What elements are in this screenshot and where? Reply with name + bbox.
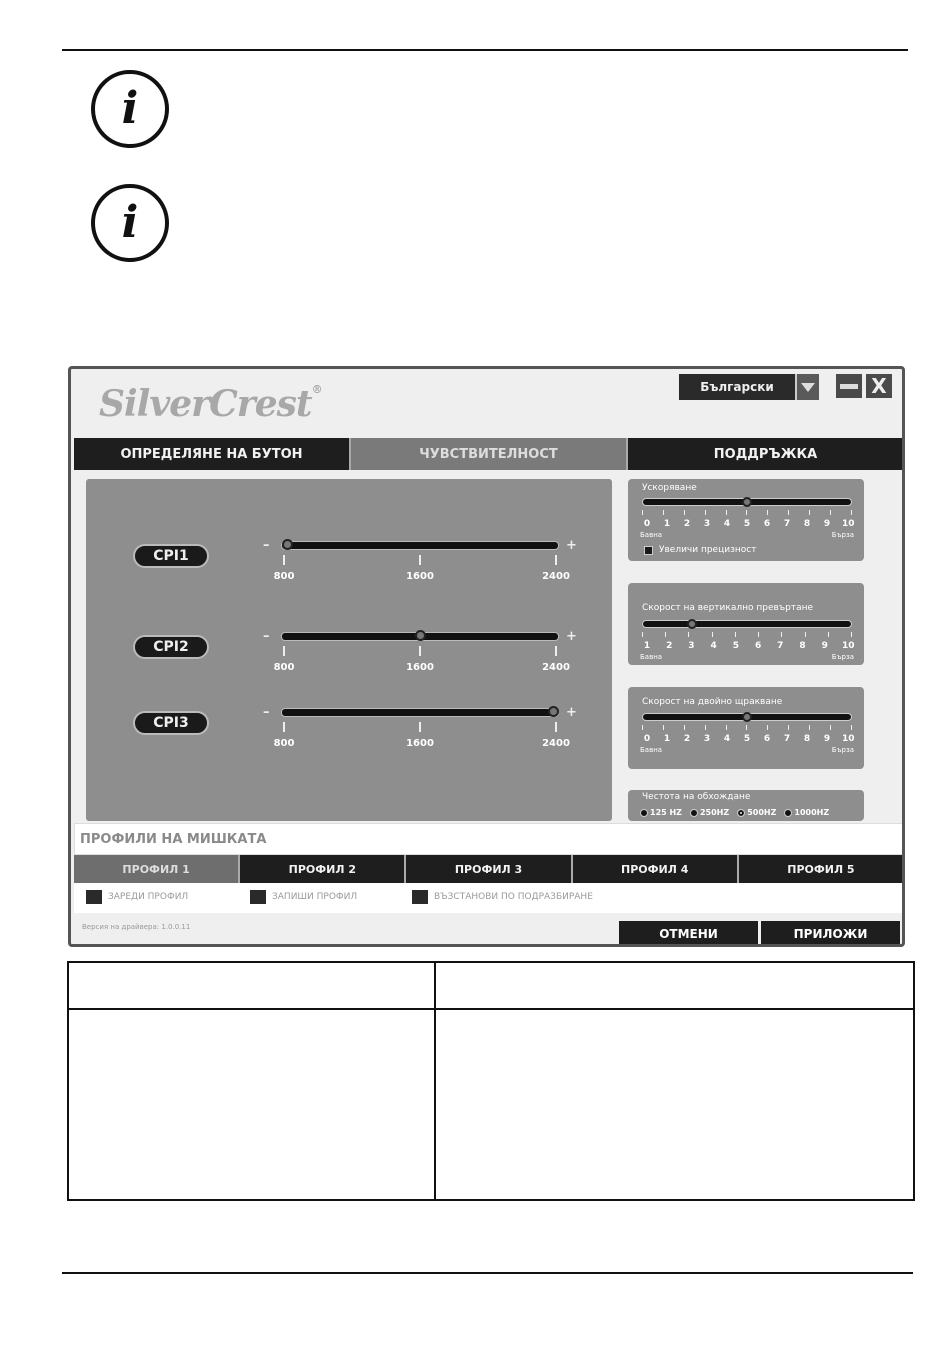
chevron-down-icon[interactable] xyxy=(795,374,819,400)
cpi-tick-mark xyxy=(419,555,421,565)
scale-tick xyxy=(642,725,643,730)
scale-label: 2 xyxy=(683,519,691,529)
table-column-divider xyxy=(434,963,436,1199)
scale-label: 2 xyxy=(666,641,673,651)
scale-tick xyxy=(688,632,689,637)
slider-thumb[interactable] xyxy=(742,497,752,507)
scale-label: 10 xyxy=(841,641,855,651)
cpi-tick-mark xyxy=(555,555,557,565)
polling-rate-radio[interactable] xyxy=(784,808,829,817)
slider-thumb[interactable] xyxy=(742,712,752,722)
scale-tick xyxy=(851,510,852,515)
cpi-tick-mark xyxy=(283,722,285,732)
slider-thumb[interactable] xyxy=(548,706,559,717)
scale-tick xyxy=(665,632,666,637)
acceleration-ticks xyxy=(642,510,852,515)
scale-tick xyxy=(828,632,829,637)
scale-label: 4 xyxy=(710,641,717,651)
scale-tick xyxy=(726,725,727,730)
table-row-divider xyxy=(69,1008,913,1010)
driver-version: Версия на драйвера: 1.0.0.11 xyxy=(82,923,191,931)
scale-tick xyxy=(851,632,852,637)
cpi3-label: CPI3 xyxy=(133,711,209,735)
cpi-tick-label: 800 xyxy=(273,571,295,582)
reset-icon xyxy=(412,890,428,904)
cpi-tick-label: 1600 xyxy=(406,571,434,582)
language-select[interactable] xyxy=(679,374,819,400)
reset-default-button[interactable]: ВЪЗСТАНОВИ ПО ПОДРАЗБИРАНЕ xyxy=(412,890,593,904)
cpi-tick-mark xyxy=(555,646,557,656)
cpi-panel xyxy=(86,479,612,821)
cpi-increase-button[interactable]: + xyxy=(566,629,577,644)
main-tabs xyxy=(74,438,903,470)
profile-actions xyxy=(74,883,903,913)
scale-label: 2 xyxy=(683,734,691,744)
slider-thumb[interactable] xyxy=(282,539,293,550)
driver-window xyxy=(68,366,905,947)
polling-rate-label: 500HZ xyxy=(747,808,777,817)
vertical-scroll-ticks xyxy=(642,632,852,637)
scale-label: 3 xyxy=(688,641,695,651)
scale-tick xyxy=(735,632,736,637)
cpi-tick-mark xyxy=(419,722,421,732)
slider-thumb[interactable] xyxy=(687,619,697,629)
cpi-decrease-button[interactable]: – xyxy=(263,538,270,553)
double-click-ticks xyxy=(642,725,852,730)
cpi-decrease-button[interactable]: – xyxy=(263,629,270,644)
load-profile-button[interactable]: ЗАРЕДИ ПРОФИЛ xyxy=(86,890,188,904)
double-click-slider[interactable] xyxy=(642,713,852,721)
info-icon: i xyxy=(91,184,169,262)
polling-rate-radio[interactable] xyxy=(737,808,776,817)
scale-tick xyxy=(663,725,664,730)
acceleration-title: Ускоряване xyxy=(642,483,697,493)
vertical-scroll-slider[interactable] xyxy=(642,620,852,628)
cpi-tick-mark xyxy=(419,646,421,656)
scale-label: 6 xyxy=(763,519,771,529)
acceleration-range-labels: Бавна Бърза xyxy=(640,531,854,539)
double-click-range-labels: Бавна Бърза xyxy=(640,746,854,754)
cpi-tick-label: 1600 xyxy=(406,662,434,673)
folder-icon xyxy=(86,890,102,904)
scale-tick xyxy=(830,725,831,730)
cpi-tick-mark xyxy=(283,646,285,656)
save-profile-button[interactable]: ЗАПИШИ ПРОФИЛ xyxy=(250,890,357,904)
tab-profile-3[interactable]: ПРОФИЛ 3 xyxy=(406,855,572,883)
enhance-precision-checkbox[interactable]: Увеличи прецизност xyxy=(644,545,756,555)
cpi-tick-label: 800 xyxy=(273,738,295,749)
cpi1-slider[interactable] xyxy=(281,541,559,550)
scale-label: 3 xyxy=(703,519,711,529)
scale-label: 5 xyxy=(732,641,739,651)
polling-rate-radio[interactable] xyxy=(690,808,729,817)
scale-label: 0 xyxy=(643,519,651,529)
cpi-tick-label: 1600 xyxy=(406,738,434,749)
scale-label: 6 xyxy=(754,641,762,651)
cancel-button[interactable]: ОТМЕНИ xyxy=(619,921,758,946)
scale-label: 6 xyxy=(763,734,771,744)
cpi-tick-label: 2400 xyxy=(542,662,570,673)
scale-label: 5 xyxy=(743,734,751,744)
polling-rate-title: Честота на обхождане xyxy=(642,792,751,802)
scale-tick xyxy=(788,510,789,515)
vertical-scroll-panel xyxy=(628,583,864,665)
cpi1-label: CPI1 xyxy=(133,544,209,568)
tab-support[interactable]: ПОДДРЪЖКА xyxy=(628,438,903,470)
info-icon: i xyxy=(91,70,169,148)
scale-tick xyxy=(767,510,768,515)
cpi-increase-button[interactable]: + xyxy=(566,705,577,720)
scale-tick xyxy=(809,510,810,515)
scale-label: 7 xyxy=(777,641,784,651)
cpi-tick-mark xyxy=(283,555,285,565)
polling-rate-label: 125 HZ xyxy=(650,808,682,817)
language-value: Български xyxy=(700,380,774,394)
tab-button-assignment[interactable]: ОПРЕДЕЛЯНЕ НА БУТОН xyxy=(74,438,351,470)
save-icon xyxy=(250,890,266,904)
scale-label: 1 xyxy=(663,519,671,529)
scale-label: 1 xyxy=(643,641,651,651)
scale-tick xyxy=(830,510,831,515)
scale-tick xyxy=(809,725,810,730)
cpi2-slider[interactable] xyxy=(281,632,559,641)
scale-label: 4 xyxy=(723,519,731,529)
tab-profile-4[interactable]: ПРОФИЛ 4 xyxy=(573,855,739,883)
scale-tick xyxy=(642,632,643,637)
scale-label: 10 xyxy=(842,519,855,529)
scale-label: 10 xyxy=(842,734,855,744)
scale-tick xyxy=(712,632,713,637)
scale-tick xyxy=(746,725,747,730)
profile-tabs xyxy=(74,855,903,883)
profiles-title: ПРОФИЛИ НА МИШКАТА xyxy=(74,823,903,855)
scale-label: 8 xyxy=(799,641,806,651)
scale-tick xyxy=(758,632,759,637)
double-click-scale xyxy=(642,734,855,744)
vertical-scroll-title: Скорост на вертикално превъртане xyxy=(642,603,814,613)
slider-thumb[interactable] xyxy=(415,630,426,641)
acceleration-slider[interactable] xyxy=(642,498,852,506)
scale-tick xyxy=(642,510,643,515)
tab-profile-2[interactable]: ПРОФИЛ 2 xyxy=(240,855,406,883)
scale-label: 1 xyxy=(663,734,671,744)
top-rule xyxy=(62,49,908,51)
scale-tick xyxy=(705,510,706,515)
bottom-rule xyxy=(62,1272,913,1274)
radio-dot[interactable] xyxy=(690,809,698,817)
double-click-panel xyxy=(628,687,864,769)
double-click-title: Скорост на двойно щракване xyxy=(642,697,783,707)
radio-dot[interactable] xyxy=(737,809,745,817)
scale-tick xyxy=(684,510,685,515)
cpi-tick-label: 2400 xyxy=(542,571,570,582)
scale-tick xyxy=(767,725,768,730)
cpi2-label: CPI2 xyxy=(133,635,209,659)
radio-dot[interactable] xyxy=(784,809,792,817)
acceleration-panel xyxy=(628,479,864,561)
radio-dot[interactable] xyxy=(640,809,648,817)
tab-sensitivity[interactable]: ЧУВСТВИТЕЛНОСТ xyxy=(351,438,628,470)
silvercrest-logo: SilverCrest® xyxy=(99,383,322,425)
scale-tick xyxy=(705,725,706,730)
polling-rate-radio[interactable] xyxy=(640,808,682,817)
scale-label: 5 xyxy=(743,519,751,529)
scale-tick xyxy=(726,510,727,515)
cpi3-slider[interactable] xyxy=(281,708,559,717)
scale-tick xyxy=(805,632,806,637)
scale-label: 3 xyxy=(703,734,711,744)
scale-label: 0 xyxy=(643,734,651,744)
checkbox-box[interactable] xyxy=(644,546,653,555)
polling-rate-panel xyxy=(628,790,864,821)
tab-profile-5[interactable]: ПРОФИЛ 5 xyxy=(739,855,903,883)
info-table xyxy=(67,961,915,1201)
scale-tick xyxy=(781,632,782,637)
tab-profile-1[interactable]: ПРОФИЛ 1 xyxy=(74,855,240,883)
scale-tick xyxy=(788,725,789,730)
apply-button[interactable]: ПРИЛОЖИ xyxy=(761,921,900,946)
minimize-button[interactable] xyxy=(836,374,862,398)
scale-tick xyxy=(684,725,685,730)
scale-label: 7 xyxy=(783,519,791,529)
scale-label: 7 xyxy=(783,734,791,744)
scale-label: 9 xyxy=(821,641,828,651)
cpi-increase-button[interactable]: + xyxy=(566,538,577,553)
vertical-scroll-range-labels: Бавна Бърза xyxy=(640,653,854,661)
cpi-tick-label: 800 xyxy=(273,662,295,673)
scale-label: 8 xyxy=(803,734,811,744)
polling-rate-label: 250HZ xyxy=(699,808,730,817)
scale-tick xyxy=(663,510,664,515)
scale-tick xyxy=(746,510,747,515)
scale-label: 9 xyxy=(823,734,831,744)
close-button[interactable]: X xyxy=(866,374,892,398)
acceleration-scale xyxy=(642,519,855,529)
cpi-decrease-button[interactable]: – xyxy=(263,705,270,720)
cpi-tick-label: 2400 xyxy=(542,738,570,749)
scale-tick xyxy=(851,725,852,730)
scale-label: 4 xyxy=(723,734,731,744)
polling-rate-options xyxy=(640,808,829,817)
cpi-tick-mark xyxy=(555,722,557,732)
scale-label: 9 xyxy=(823,519,831,529)
polling-rate-label: 1000HZ xyxy=(794,808,830,817)
vertical-scroll-scale xyxy=(642,641,855,651)
scale-label: 8 xyxy=(803,519,811,529)
